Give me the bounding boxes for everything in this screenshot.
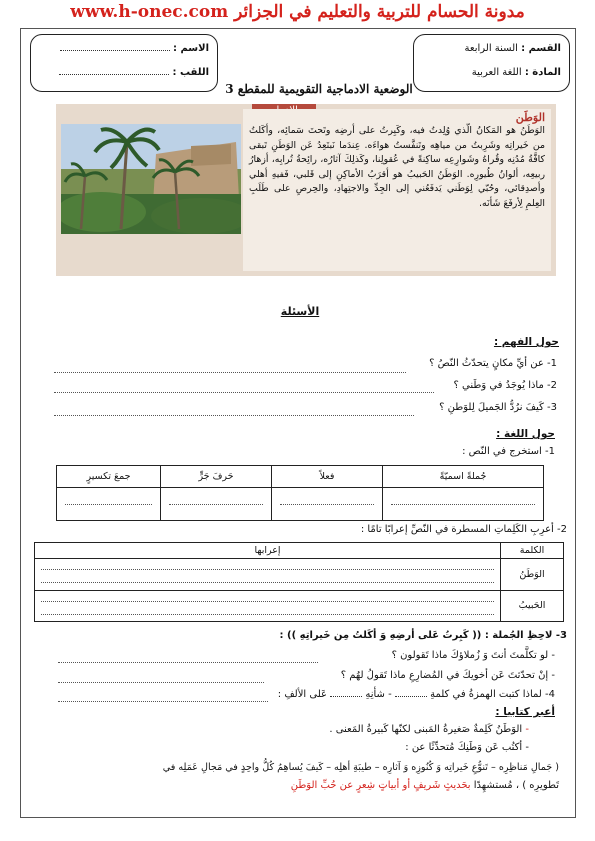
q4-blank-2[interactable] xyxy=(330,696,362,697)
i3rab-table xyxy=(34,542,564,622)
answer-line-q3a[interactable] xyxy=(58,662,318,663)
surname-field[interactable] xyxy=(59,74,169,75)
col-nominal-sentence: جُملةً اسميّةً xyxy=(383,466,544,488)
cell-verb[interactable] xyxy=(272,488,383,521)
comprehension-q3: 3- كَيفَ نرُدُّ الجَميلَ لِلوَطنِ ؟ xyxy=(439,402,557,413)
word-habib: الحَبيبُ xyxy=(501,590,564,622)
language-q3a: - لو تكلَّمتَ أنتَ وَ زُملاؤكَ ماذا تَقولون ؟ xyxy=(391,650,555,661)
level-value: السنة الرابعة xyxy=(464,43,518,54)
col-i3rab: إعرابها xyxy=(35,543,501,559)
writing-line-1-text: الوَطَنُ كَلِمةٌ صَغيرةُ المَبنى لكنّها كَبيرةُ المَعنى . xyxy=(329,724,523,735)
language-q3: 3- لاحِظِ الجُملة : (( كَبِرتُ عَلى أرضِهِ وَ أكَلتُ مِن خَيراتِهِ )) : xyxy=(279,630,567,641)
page-title: الوضعية الادماجية التقويمية للمقطع 3 xyxy=(225,82,413,96)
name-field[interactable] xyxy=(60,50,170,51)
reading-heading: الوَطَن xyxy=(515,111,545,124)
writing-line-4 xyxy=(291,780,559,791)
language-q2: 2- أعرِبِ الكَلِماتِ المسطرة في النّصِّ إعرابًا تامًا : xyxy=(360,524,567,535)
level-label: القسم : xyxy=(521,43,561,54)
q4-blank-1[interactable] xyxy=(395,696,427,697)
cell-broken-plural[interactable] xyxy=(57,488,161,521)
q4-start: 4- لماذا كتبت الهمزةُ في كلمةِ xyxy=(430,689,555,700)
extraction-table xyxy=(56,465,544,521)
language-heading: حول اللغة : xyxy=(496,428,555,440)
i3rab-cell-1[interactable] xyxy=(35,559,501,591)
reading-paragraph: الوَطَنُ هو المَكانُ الّذي وُلِدتُ فيه، وكَبِرتُ على أرضِه وتَحتَ سَمائِه، وأكَلتُ من خَيراتِه وشَرِبتُ من مياهِه وتَنفَّستُ هواءَه. عِندَما نَبتَعِدُ عَن الوَطَنِ تَبقى كافَّةُ مُدُنِه وقُراهُ وشَوارِعِه ساكِنةً في عُقولِنا، وكَذلِكَ آثارُه، رائِحةُ تُرابِه، أزهارُ ربيعِه، ألوانُ طُيورِه. الوَطَنُ الحَبيبُ هو أقرَبُ الأماكِنِ إلى قَلبي، فَفيهِ أهلي وأصدِقائي، وحُبّي لِوَطَني يَدفَعُني إلى الجِدِّ والاجتِهادِ، والحِرصِ على طَلَبِ العِلمِ لِأرفَعَ شَأنَه. xyxy=(249,125,545,209)
student-info-box xyxy=(30,34,218,92)
surname-label: اللقب : xyxy=(172,67,209,78)
language-q3b: - إنْ تحدّثتَ عَن أخويكَ في المُضارِعِ ماذا تَقولُ لهُم ؟ xyxy=(340,670,555,681)
q4-mid: - شأنِهِ xyxy=(365,689,392,700)
writing-heading: أعبر كتابيا : xyxy=(495,706,555,718)
language-q4 xyxy=(278,689,555,700)
comprehension-heading: حول الفهم : xyxy=(493,336,559,348)
answer-line-q2[interactable] xyxy=(54,392,434,393)
subject-value: اللغة العربية xyxy=(471,67,522,78)
questions-title: الأسئلة xyxy=(280,305,320,318)
language-q1: 1- استخرج في النّص : xyxy=(462,446,555,457)
red-dash: - xyxy=(525,724,529,735)
answer-line-q3b[interactable] xyxy=(58,682,264,683)
col-preposition: حَرفَ جَرٍّ xyxy=(161,466,272,488)
comprehension-q2: 2- ماذا يُوجَدُ في وَطَني ؟ xyxy=(453,380,557,391)
writing-line-4-red: بحَديثٍ شَريفٍ أو أبياتٍ شِعرٍ عن حُبِّ الوَطَنِ xyxy=(290,780,471,791)
col-word: الكلمة xyxy=(501,543,564,559)
q4-end: عَلى الألفِ : xyxy=(277,689,327,700)
word-watan: الوَطَنُ xyxy=(501,559,564,591)
cell-nominal-sentence[interactable] xyxy=(383,488,544,521)
name-label: الاسم : xyxy=(172,43,209,54)
cell-preposition[interactable] xyxy=(161,488,272,521)
class-info-box xyxy=(413,34,570,92)
palm-trees-image xyxy=(61,124,241,234)
site-banner[interactable]: www.h-onec.com مدونة الحسام للتربية والتعليم في الجزائر xyxy=(70,2,525,22)
writing-line-2: - أكتُب عَن وَطَنِكَ مُتحدِّثًا عن : xyxy=(405,742,529,753)
subject-label: المادة : xyxy=(524,67,561,78)
writing-line-3: ( جَمالِ مَناظِرِه – تَنوُّعِ خَيراتِه وَ كُنُوزِه وَ آثارِه – طيبَةِ أهلِه – كَيفَ يُساهِمُ كُلُّ واحِدٍ في مَجالِ عَمَلِه في xyxy=(162,762,559,773)
col-broken-plural: جمعَ تكسيرٍ xyxy=(57,466,161,488)
answer-line-q4[interactable] xyxy=(58,701,268,702)
writing-line-1 xyxy=(329,724,529,735)
i3rab-cell-2[interactable] xyxy=(35,590,501,622)
col-verb: فعلاً xyxy=(272,466,383,488)
answer-line-q1[interactable] xyxy=(54,372,406,373)
writing-line-4-start: تَطويرِه ) ، مُستشهِدًا xyxy=(473,780,559,791)
comprehension-q1: 1- عن أيِّ مكانٍ يتحدّثُ النّصُ ؟ xyxy=(429,358,557,369)
answer-line-q3[interactable] xyxy=(54,415,414,416)
reading-text-panel xyxy=(243,109,551,271)
palm-trees-photo xyxy=(61,124,241,234)
